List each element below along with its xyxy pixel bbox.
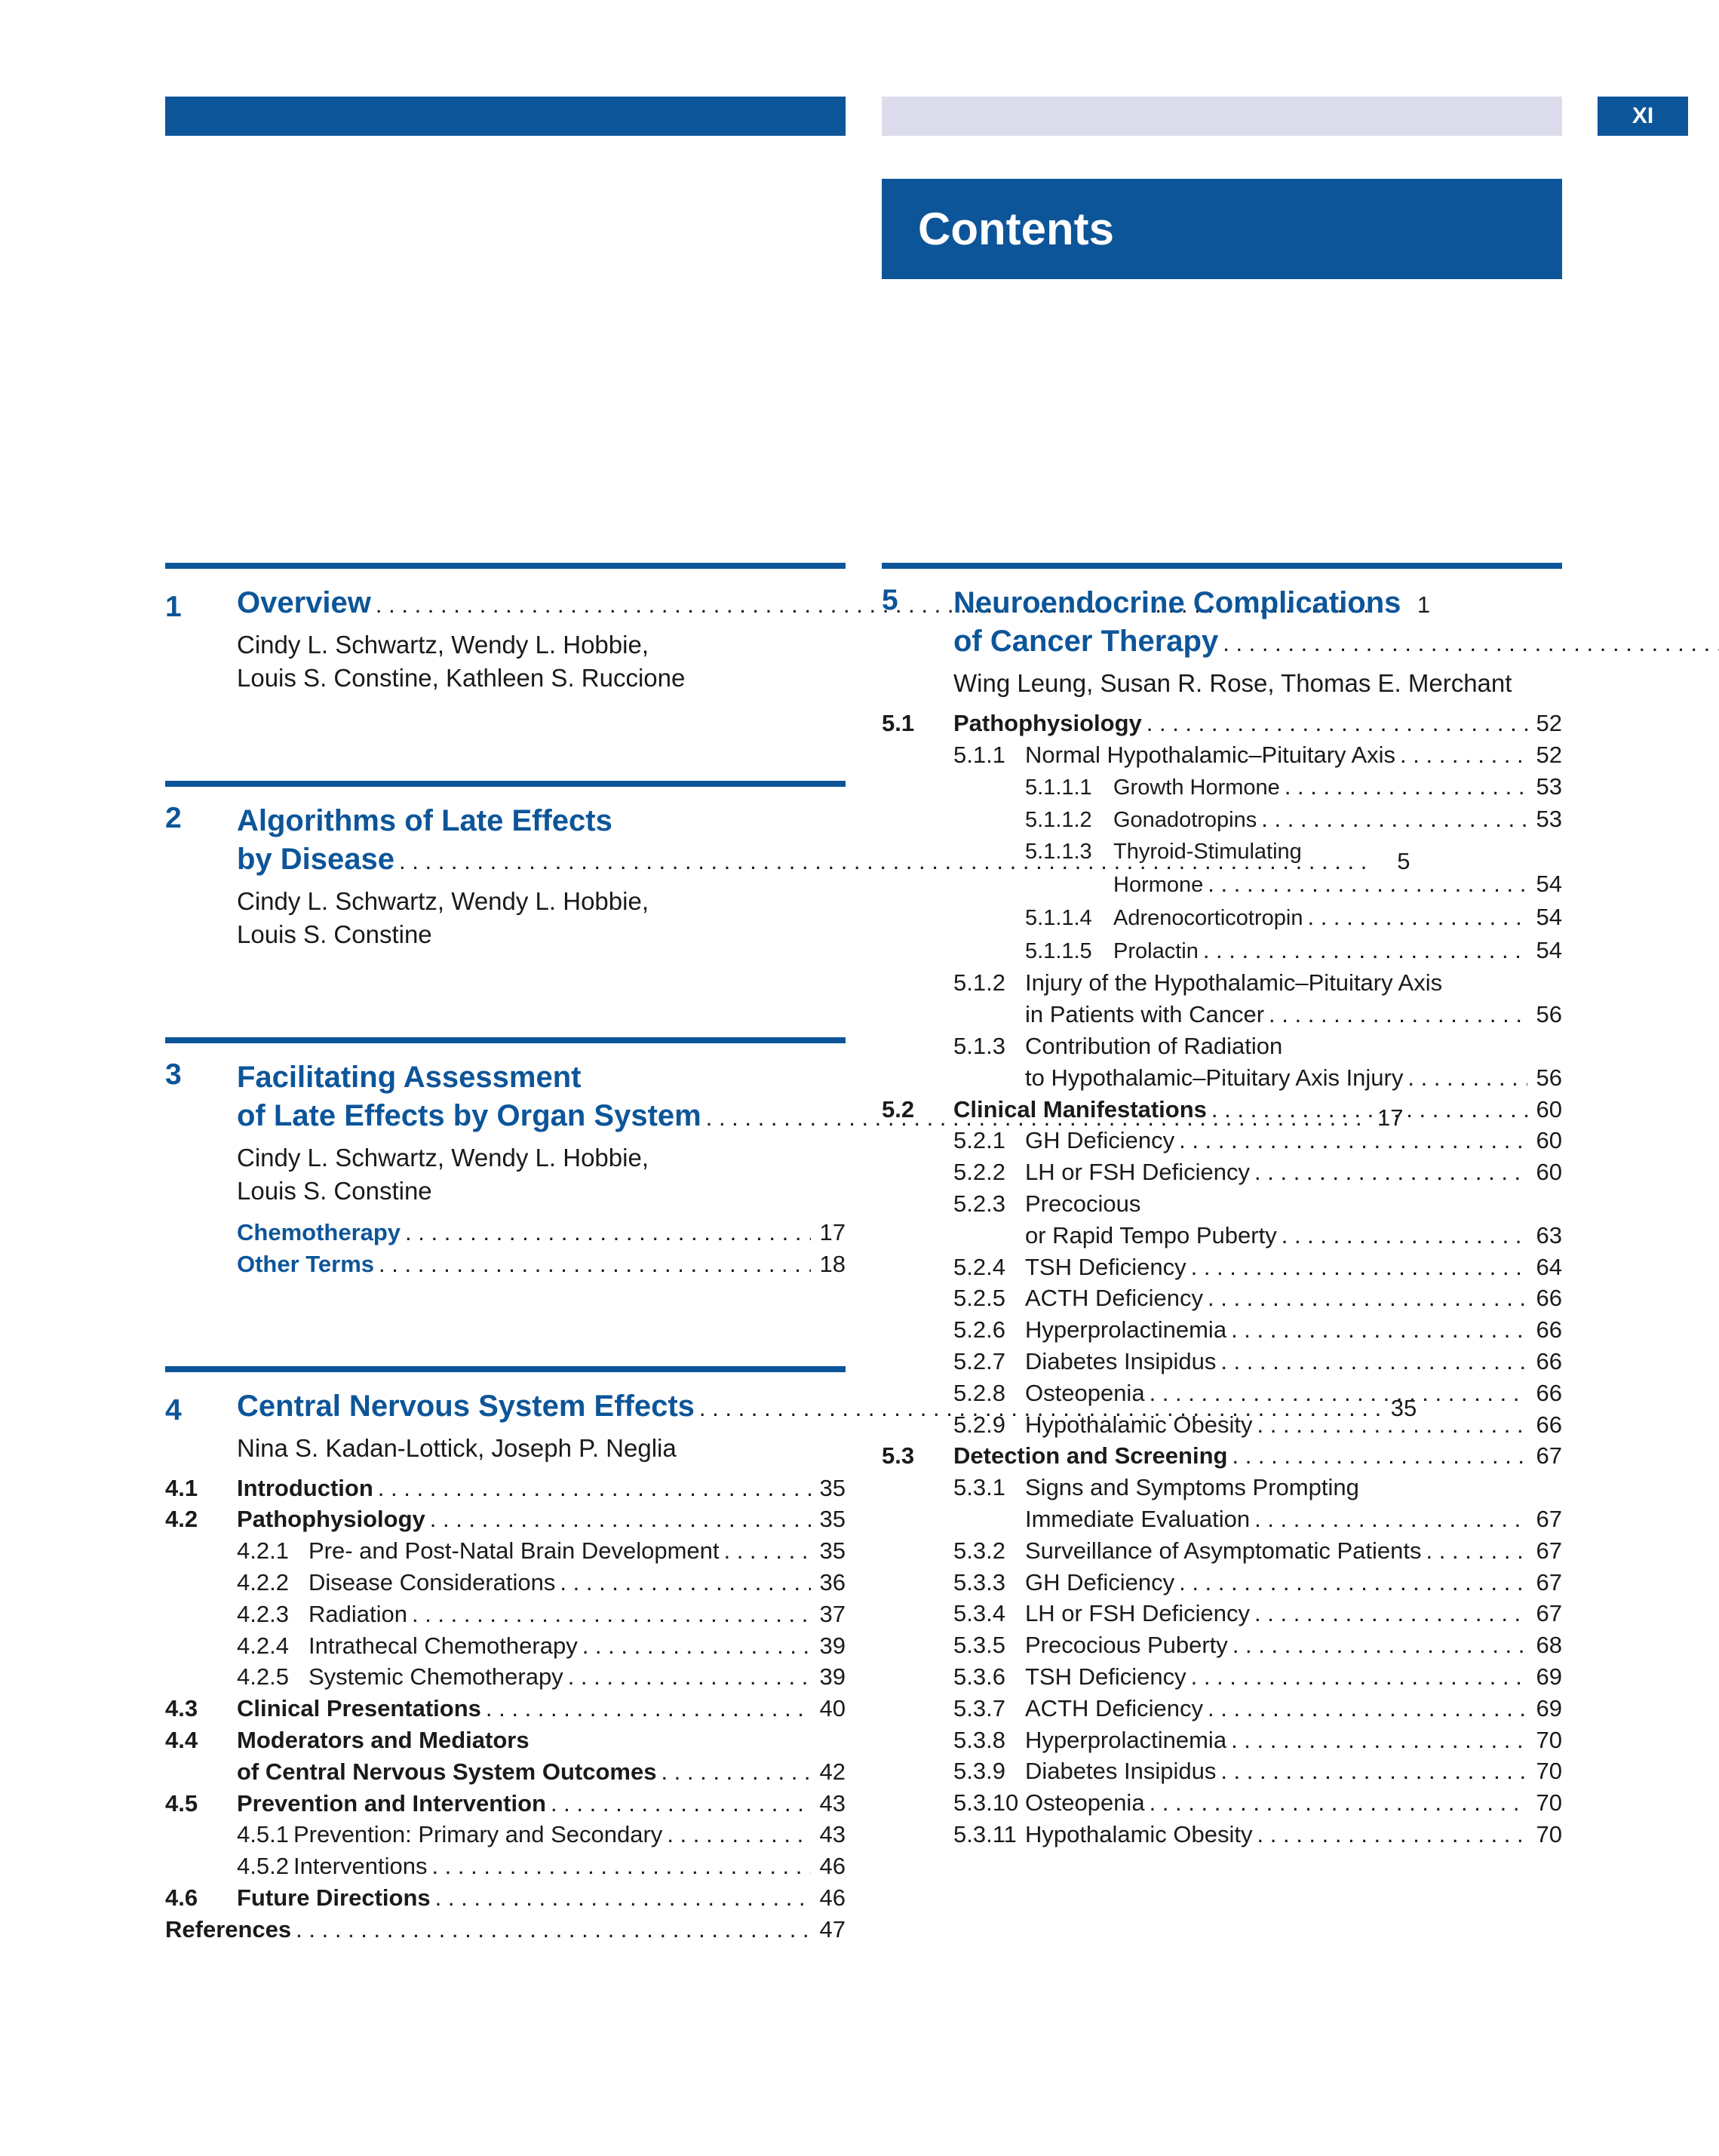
page-number: XI xyxy=(1598,97,1688,136)
toc-right-column xyxy=(882,563,1562,1850)
toc-entry[interactable]: 5.3.6 TSH Deficiency . . . 69 xyxy=(882,1661,1562,1693)
toc-entry[interactable]: 5.2.4 TSH Deficiency . . . 64 xyxy=(882,1252,1562,1283)
toc-entry[interactable]: Other Terms . . . 18 xyxy=(165,1248,846,1280)
toc-entry[interactable]: Chemotherapy . . . 17 xyxy=(165,1217,846,1248)
chapter-title-link[interactable]: Overview xyxy=(237,586,371,619)
chapter-title-link[interactable]: by Disease xyxy=(237,843,395,876)
chapter-authors: Nina S. Kadan-Lottick, Joseph P. Neglia xyxy=(237,1433,677,1462)
chapter-number: 5 xyxy=(882,584,898,616)
toc-entry[interactable]: 5.2.7 Diabetes Insipidus . . . 66 xyxy=(882,1346,1562,1377)
header-bar-left xyxy=(165,97,846,136)
chapter-authors: Cindy L. Schwartz, Wendy L. Hobbie, Louis S. Constine xyxy=(237,1144,649,1205)
chapter-authors: Cindy L. Schwartz, Wendy L. Hobbie, Louis S. Constine xyxy=(237,887,649,948)
chapter-number: 1 xyxy=(165,591,182,623)
toc-entry[interactable]: 5.3.10 Osteopenia . . . 70 xyxy=(882,1787,1562,1819)
toc-entry[interactable]: 5.1 Pathophysiology . . . 52 xyxy=(882,708,1562,739)
toc-entry[interactable]: 5.1.3 Contribution of Radiation xyxy=(953,1032,1283,1059)
toc-entry[interactable]: 5.1.1.5 Prolactin . . . 54 xyxy=(882,935,1562,968)
toc-entry-continued[interactable]: or Rapid Tempo Puberty . . . 63 xyxy=(882,1220,1562,1252)
toc-entry[interactable]: 4.3 Clinical Presentations . . . 40 xyxy=(165,1693,846,1724)
toc-entry[interactable]: 5.1.1.4 Adrenocorticotropin . . . 54 xyxy=(882,901,1562,935)
chapter-title-link[interactable]: Central Nervous System Effects xyxy=(237,1389,695,1423)
toc-entry[interactable]: 5.1.1.1 Growth Hormone . . . 53 xyxy=(882,771,1562,804)
page-title: Contents xyxy=(882,179,1562,279)
chapter-title-link[interactable]: of Cancer Therapy xyxy=(953,625,1219,658)
toc-entry[interactable]: 5.1.1.3 Thyroid-Stimulating xyxy=(1025,840,1302,865)
chapter-page: 1 xyxy=(1417,591,1431,618)
chapter-number: 3 xyxy=(165,1058,182,1091)
toc-entry-continued[interactable]: of Central Nervous System Outcomes . . . 42 xyxy=(165,1756,846,1788)
toc-entry[interactable]: 4.4 Moderators and Mediators xyxy=(165,1726,530,1753)
chapter-authors: Cindy L. Schwartz, Wendy L. Hobbie, Louis S. Constine, Kathleen S. Ruccione xyxy=(237,631,686,692)
chapter-5 xyxy=(882,563,1562,1850)
toc-entry[interactable]: 4.2.3 Radiation . . . 37 xyxy=(165,1599,846,1630)
toc-entry[interactable]: 4.5 Prevention and Intervention . . . 43 xyxy=(165,1788,846,1820)
chapter-number: 4 xyxy=(165,1393,182,1427)
toc-entry[interactable]: 5.3.7 ACTH Deficiency . . . 69 xyxy=(882,1693,1562,1724)
header-bar-right xyxy=(882,97,1562,136)
toc-entry[interactable]: 5.3.1 Signs and Symptoms Prompting xyxy=(953,1474,1359,1501)
toc-entry-continued[interactable]: Hormone . . . 54 xyxy=(882,868,1562,901)
toc-entry-continued[interactable]: in Patients with Cancer . . . 56 xyxy=(882,999,1562,1030)
toc-entry[interactable]: 5.2 Clinical Manifestations . . . 60 xyxy=(882,1094,1562,1126)
chapter-page: 5 xyxy=(1397,848,1411,874)
chapter-authors: Wing Leung, Susan R. Rose, Thomas E. Merchant xyxy=(953,669,1512,697)
toc-entry[interactable]: 5.3.11 Hypothalamic Obesity . . . 70 xyxy=(882,1819,1562,1850)
toc-entry[interactable]: 5.2.2 LH or FSH Deficiency . . . 60 xyxy=(882,1156,1562,1188)
toc-entry[interactable]: 5.3.9 Diabetes Insipidus . . . 70 xyxy=(882,1755,1562,1787)
toc-entry-references[interactable]: References . . . 47 xyxy=(165,1914,846,1946)
toc-entry[interactable]: 5.2.6 Hyperprolactinemia . . . 66 xyxy=(882,1314,1562,1346)
toc-entry[interactable]: 5.2.5 ACTH Deficiency . . . 66 xyxy=(882,1282,1562,1314)
toc-entries xyxy=(882,708,1562,1850)
toc-entry[interactable]: 5.3.5 Precocious Puberty . . . 68 xyxy=(882,1629,1562,1661)
toc-entry[interactable]: 5.2.3 Precocious xyxy=(953,1190,1141,1217)
chapter-page: 35 xyxy=(1390,1394,1417,1421)
toc-entry[interactable]: 4.1 Introduction . . . 35 xyxy=(165,1473,846,1504)
chapter-title-link[interactable]: Algorithms of Late Effects xyxy=(237,804,612,837)
toc-entry[interactable]: 5.2.1 GH Deficiency . . . 60 xyxy=(882,1125,1562,1156)
toc-entry[interactable]: 5.1.2 Injury of the Hypothalamic–Pituitary Axis xyxy=(953,969,1443,997)
toc-entry[interactable]: 5.3.8 Hyperprolactinemia . . . 70 xyxy=(882,1724,1562,1756)
toc-entry[interactable]: 5.3 Detection and Screening . . . 67 xyxy=(882,1440,1562,1472)
toc-entry[interactable]: 4.2.5 Systemic Chemotherapy . . . 39 xyxy=(165,1661,846,1693)
toc-entry[interactable]: 5.2.9 Hypothalamic Obesity . . . 66 xyxy=(882,1409,1562,1441)
toc-entry[interactable]: 4.2.4 Intrathecal Chemotherapy . . . 39 xyxy=(165,1630,846,1662)
toc-entry-continued[interactable]: to Hypothalamic–Pituitary Axis Injury . . . 56 xyxy=(882,1062,1562,1094)
toc-entry[interactable]: 4.6 Future Directions . . . 46 xyxy=(165,1882,846,1914)
toc-entry[interactable]: 5.2.8 Osteopenia . . . 66 xyxy=(882,1377,1562,1409)
toc-entry[interactable]: 5.1.1.2 Gonadotropins . . . 53 xyxy=(882,803,1562,837)
toc-entry[interactable]: 4.2.1 Pre- and Post-Natal Brain Development . . . 35 xyxy=(165,1535,846,1567)
toc-entry[interactable]: 4.2.2 Disease Considerations . . . 36 xyxy=(165,1567,846,1599)
toc-entry[interactable]: 5.3.3 GH Deficiency . . . 67 xyxy=(882,1567,1562,1599)
toc-entry[interactable]: 4.2 Pathophysiology . . . 35 xyxy=(165,1503,846,1535)
chapter-page: 17 xyxy=(1377,1104,1404,1131)
toc-entry[interactable]: 4.5.1 Prevention: Primary and Secondary . . . 43 xyxy=(165,1819,846,1850)
chapter-title-link[interactable]: Facilitating Assessment xyxy=(237,1061,582,1094)
chapter-title-link[interactable]: of Late Effects by Organ System xyxy=(237,1099,701,1132)
chapter-number: 2 xyxy=(165,802,182,834)
toc-entry[interactable]: 5.1.1 Normal Hypothalamic–Pituitary Axis . . . 52 xyxy=(882,739,1562,771)
toc-entry[interactable]: 4.5.2 Interventions . . . 46 xyxy=(165,1850,846,1882)
chapter-title-link[interactable]: Neuroendocrine Complications xyxy=(953,586,1401,619)
toc-entry[interactable]: 5.3.2 Surveillance of Asymptomatic Patients . . . 67 xyxy=(882,1535,1562,1567)
toc-entry[interactable]: 5.3.4 LH or FSH Deficiency . . . 67 xyxy=(882,1598,1562,1629)
toc-entry-continued[interactable]: Immediate Evaluation . . . 67 xyxy=(882,1503,1562,1535)
